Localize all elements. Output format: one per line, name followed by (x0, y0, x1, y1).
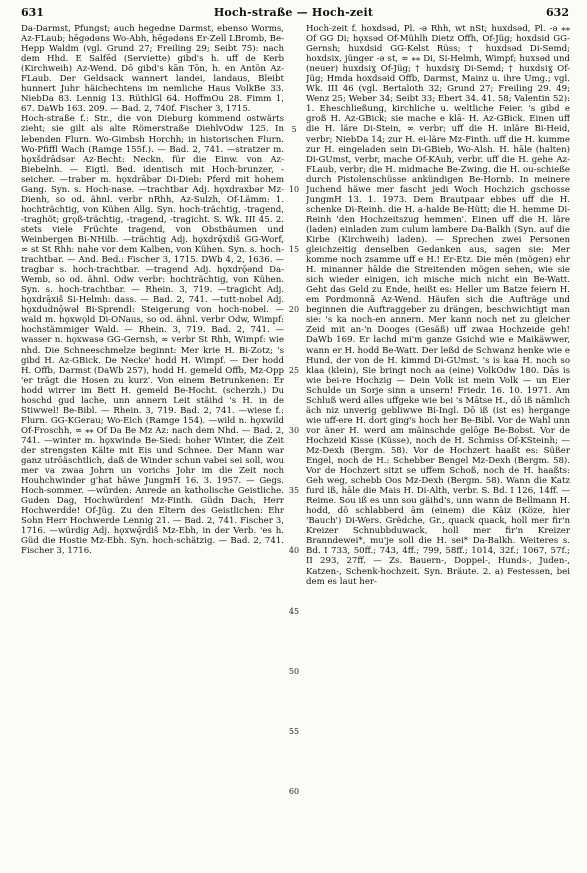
header-title: Hoch-straße — Hoch-zeit (213, 6, 374, 19)
line-number: 50 (288, 667, 300, 676)
running-header (0, 6, 587, 22)
line-number: 5 (291, 125, 297, 134)
right-column (306, 24, 570, 866)
entry-paragraph: Hoch-straße f.: Str., die von Dieburg kommend ostwärts zieht; sie gilt als alte Römerstraße DiehlvOdw 125. In lebenden Flurn. Wo-Gimbsh Horchh; in historischen Flurn. Wo-Pfiffl Wach (Ramge 155f.). — Bad. 2, 741. —stratzer m. hǫxšdrādsǝr Az-Becht: Neckn. für die Einw. von Az-Biebelnh. — Eigtl. Bed. identisch mit Hoch-brunzer, -seicher. —traber m. hǫxdrābǝr Di-Dieb: Pferd mit hohem Gang. Syn. s. Hoch-nase. —trachtbar Adj. hǫxdraxbǝr Mz-Dienh, so od. ähnl. verbr nRhh, Az-Sulzh, Of-Lämm: 1. hochträchtig, von Kühen Allg. Syn. hoch-trächtig, -tragend, -traghöt; grǫß-trächtig, -tragend, -tragicht. S. Wk. III 45. 2. stets viele Früchte tragend, von Obstbäumen und Weinbergen Bi-NHilb. —trächtig Adj. hǫxdrę̄xdiš GG-Worf, ∞ st St Rhh: nahe vor dem Kalben, von Kühen. Syn. s. hoch-trachtbar. — And. Bed.: Fischer 3, 1715. DWb 4, 2, 1636. —tragbar s. hoch-trachtbar. —tragend Adj. hǫxdrǭǝnd Da-Wemb, so od. ähnl. Odw verbr: hochträchtig, von Kühen. Syn. s. hoch-trachtbar. — Rhein. 3, 719. —tragicht Adj. hǫxdrā̜xiš Si-Helmh: dass. — Bad. 2, 741. —tutt-nobel Adj. hǫxdudnǭwǝl Bi-Sprendl: Steigerung von hoch-nobel. —wald m. hǫxwǫld Di-ONaus, so od. ähnl. verbr Odw, Wimpf: hochstämmiger Wald. — Rhein. 3, 719. Bad. 2, 741. —wasser n. hǫxwasǝ GG-Gernsh, ∞ verbr St Rhh, Wimpf: wie nhd. Die Schneeschmelze beginnt: Mer krie H. Bi-Zotz; 's gibd H. Az-GBick. De Necke' hodd H. Wimpf. — Der hodd H. Offb, Darmst (DaWb 257), hodd H. gemeld Offb, Mz-Opp 'er trägt die Hosen zu kurz'. Von einem Betrunkenen: Er hodd wirrer im Bett H. gemeld Be-Hocht. (scherzh.) Du hoschd gud lache, unn annern Leit stäihd 's H. in de Stiwwel! Be-Bibl. — Rhein. 3, 719. Bad. 2, 741. —wiese f.: Flurn. GG-KGerau; Wo-Eich (Ramge 154). —wild n. hǫxwild Of-Froschh, ∞ ⁎⁎ Of Da Be Mz Az: nach dem Nhd. — Bad. 2, 741. —winter m. hǫxwindǝ Be-Sied: hoher Winter, die Zeit der strengsten Kälte mit Eis und Schnee. Der Mann war ganz utrōäschtlich, daß de Winder schun vabei sei soll, wou mer va zwaa Johrn un vorichs Johr im die Zeit noch Houhchwinder g'hat häwe JungmH 16. 3. 1957. — Gegs. Hoch-sommer. —würden: Anrede an katholische Geistliche. Guden Dag, Hochwürden! Mz-Finth. Güdn Dach, Herr Hochwerdde! Of-Jüg. Zu den Eltern des Geistlichen: Ehr Sohn Herr Hochwerde Lennig 21. — Bad. 2, 741. Fischer 3, 1716. —würdig Adj. hǫxwę̄rdiš Mz-Ebh, in der Verb. 'es h. Güd die Hostie Mz-Ebh. Syn. hoch-schätzig. — Bad. 2, 741. Fischer 3, 1716. (21, 114, 284, 557)
line-number: 60 (288, 787, 300, 796)
line-number: 20 (288, 305, 300, 314)
line-number: 10 (288, 185, 300, 194)
line-number: 55 (288, 727, 300, 736)
line-number: 40 (288, 546, 300, 555)
left-column (21, 24, 284, 866)
page-number-left: 631 (21, 6, 44, 19)
line-number: 35 (288, 486, 300, 495)
line-number: 25 (288, 366, 300, 375)
entry-paragraph: Da-Darmst, Pfungst; auch hegedne Darmst, ebenso Worms, Az-FLaub; hēgǝdǝns Wo-Abh, hēgǝdǝns Er-Zell LBromb, Be-Hepp Waldm (vgl. Grund 27; Freiling 29; Seibt 75): nach dem Hhd. E Salfēd (Serviette) gibd's h. uff de Kerb (Kirchweih) Az-Wend. Dō gibd's kān Tōn, h. en Antōn Az-FLaub. Der Geldsack wannert landei, landaus, Bleibt hunnert Juhr häichechtens im nemliche Haus VolkBe 33. NiebDa 83. Lennig 13. RüthlGl 64. HoffmOu 28. Fimm 1, 67. DaWb 163. 209. — Bad. 2, 740f. Fischer 3, 1715. (21, 24, 284, 115)
line-number: 30 (288, 426, 300, 435)
line-number: 15 (288, 245, 300, 254)
line-number: 45 (288, 607, 300, 616)
page-number-right: 632 (546, 6, 569, 19)
line-number-gutter (285, 24, 303, 866)
entry-paragraph: Hoch-zeit f. hoxdsǝd, Pl. -ǝ Rhh, wt nSt; huxdsǝd, Pl. -ǝ ⁎⁎ Of GG Di; hǫxsǝd Of-Mühlh Dietz Offh, Of-Jüg; hoxdsid GG-Gernsh; huxdsid GG-Kelst Rüss; † huxdsǝd Di-Semd; hoxdsix, jünger -ǝ st, ∞ ⁎⁎ Di, Si-Helmh, Wimpf; huxsǝd und (neuer) huxdsiɣ Of-Jüg; † huxdsiɣ Di-Semd; † huxdsiɣ Of-Jüg; Hmda hoxdsǝid Offb, Darmst, Mainz u. ihre Umg.; vgl. Wk. III 46 (vgl. Bertaloth 32; Grund 27; Freiling 29. 49; Wenz 25; Weber 34; Seibt 33; Ebert 34. 41. 58; Valentin 52): 1. Eheschließung, kirchliche u. weltliche Feier. 's gibd e groß H. Az-GBick; sie mache e klā- H. Az-GBick. Einen uff die H. läre Di-Stein, ∞ verbr; uff die H. inläre Bi-Heid, verbr; NiebDa 14; zur H. ei-läre Mz-Finth. uff die H. kumme zur H. eingeladen sein Di-GBieb, Wo-Alsh. H. hāle (halten) Di-GUmst, verbr, mache Of-KAuh, verbr. uff die H. gehe Az-FLaub, verbr; die H. midmache Be-Zwing. die H. ou-schieße durch Pistolenschüsse ankündigen Be-Hornb. In meinere Juchend häwe mer fascht jedi Woch Hochzich gschosse JungmH 13. 1. 1973. Dem Brautpaar ebbes uff die H. schenke Di-Reinh. die H. a-halde Be-Hütt; die H. hemme Di-Reinh 'den Hochzeitszug hemmen'. Einen uff die H. läre (laden) einladen zum culum lambere Da-Balkh (Syn. auf die Kirbe (Kirchweih) laden). — Sprechen zwei Personen gleichzeitig denselben Gedanken aus, sagen sie: Mer komme noch zsamme uff e H.! Er-Etz. Die mēn (mögen) ehr H. minanner hālde die Streitenden mögen sehen, wie sie sich wieder einigen, ich mische mich nicht ein Be-Watt. Geht das Geld zu Ende, heißt es: Heller um Batze feiern H. em Pordmonnā Az-Wend. Häufen sich die Aufträge und beginnen die Auftraggeber zu drängen, beschwichtigt man sie: 's ka noch-en annern. Mer kann noch net zu gleicher Zeid mit an-'n Dooges (Gesäß) uff zwaa Hochzeide geh! DaWb 169. Er lachd mi'm ganze Gsichd wie e Maikäwwer, wann er H. hodd Be-Watt. Der leßd de Schwanz henke wie e Hund, der von de H. kimmd Di-GUmst. 's is kaa H. noch so klaa (klein), Sie bringt noch aa (eine) VolkOdw 180. Dās is wie bei-re Hochzig — Dein Volk ist mein Volk — un Eier Schulde un Sorje sinn a unsern! Friedr. 16. 10. 1971. Am Schluß werd alles uffgeke wie bei 's Mātse H., dō iß nämlich äch niz unverig gebliwwe Bi-Ingl. Dō iß (ist es) hergange wie uff-ere H. dort ging's hoch her Be-Bibl. Vor de Wahl unn vor äner H. werd am mäinschde gelōge Be-Bobst. Vor de Hochzeid Kisse (Küsse), noch de H. Schmiss Of-KSteinh; — Mz-Dexh (Bergm. 58). Vor de Hochzert haaßt es: Süßer Engel, noch de H.: Schebber Bengel Mz-Dexh (Bergm. 58). Vor de Hochzert sitzt se uffem Schoß, noch de H. haaßts: Geh weg, schebb Oos Mz-Dexh (Bergm. 58). Wann die Katz furd iß, hāle die Mais H. Di-Alth, verbr. S. Bd. I 126, 14ff. — Reime. Sou iß es unn sou gäihd's, unn wann de Bellmann H. hodd, dō schlabberd ām (einem) die Käiz (Köze, hier 'Bauch') Di-Wers. Grëdche, Gr., quack quack, holl mer fir'n Kreizer Schnubbduwack, holl mer fir'n Kreizer Branndewei*, mu'je soll die H. sei* Da-Balkh. Weiteres s. Bd. I 733, 50ff.; 743, 4ff.; 799, 58ff.; 1014, 32f.; 1067, 57f.; II 293, 27ff. — Zs. Bauern-, Doppel-, Hunds-, Juden-, Katzen-, Schenk-hochzeit. Syn. Bräute. 2. a) Festessen, bei dem es laut her- (306, 24, 570, 587)
